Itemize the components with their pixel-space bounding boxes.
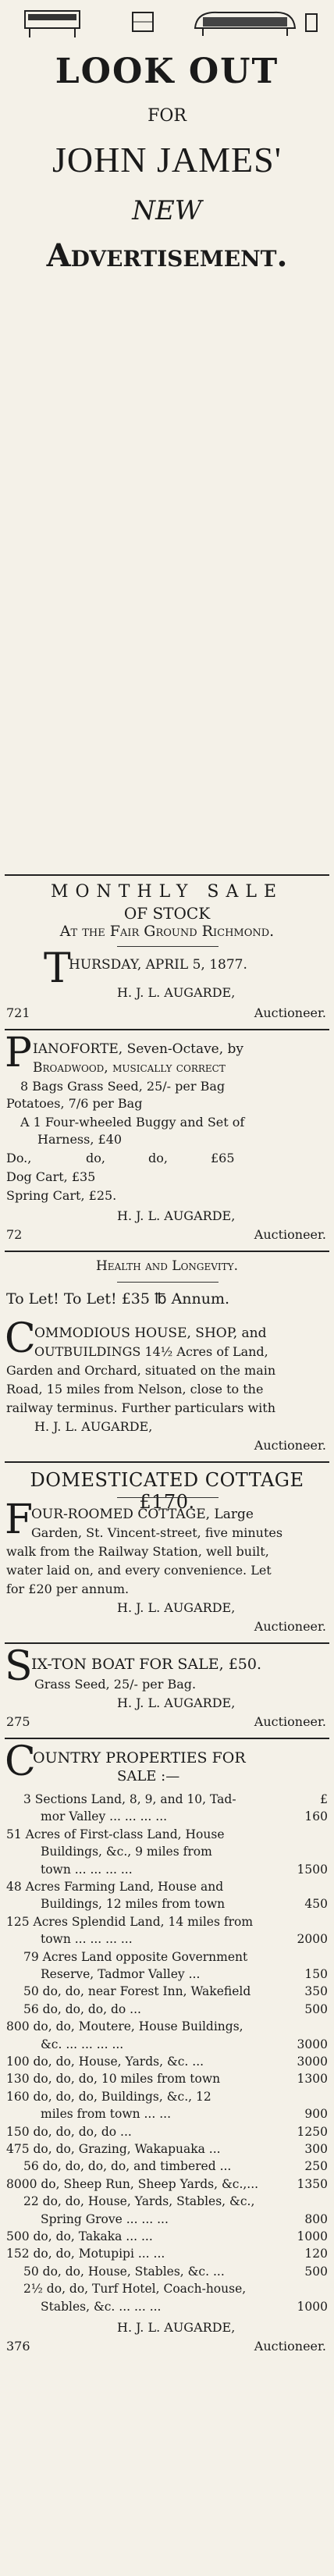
- ad4-line2: OUTBUILDINGS 14½ Acres of Land,: [34, 1344, 268, 1359]
- ad2-sub: OF STOCK: [123, 904, 211, 923]
- ad5-auctioneer: H. J. L. AUGARDE,: [117, 1600, 236, 1615]
- ad3-number: 72: [6, 1227, 23, 1242]
- ad3-line7a: Do.,: [6, 1151, 32, 1165]
- property-row: [6, 1878, 328, 1895]
- property-row: [6, 2193, 328, 2210]
- furniture-engraving-icon: [16, 5, 320, 39]
- property-description: 2½ do, do, Turf Hotel, Coach-house,: [23, 2282, 247, 2297]
- property-row: [6, 1930, 328, 1948]
- property-price: £: [320, 1792, 328, 1806]
- ad6-line1: IX-TON BOAT FOR SALE, £50.: [31, 1656, 262, 1673]
- ad3-line5: A 1 Four-wheeled Buggy and Set of: [20, 1115, 245, 1130]
- property-price: 1350: [297, 2176, 328, 2191]
- dropcap-c2: C: [5, 1738, 36, 1785]
- ad3-line8: Dog Cart, £35: [6, 1169, 96, 1184]
- property-row: [6, 2123, 328, 2140]
- property-description: 150 do, do, do, do ...: [6, 2124, 132, 2139]
- dropcap-t: T: [44, 945, 71, 992]
- property-price: 900: [304, 2107, 328, 2122]
- ad4-line5: railway terminus. Further particulars with: [6, 1400, 275, 1415]
- property-row: [6, 2018, 328, 2035]
- short-divider: [117, 946, 219, 947]
- property-description: 51 Acres of First-class Land, House: [6, 1827, 225, 1841]
- divider: [5, 874, 329, 876]
- ad2-date: HURSDAY, APRIL 5, 1877.: [69, 957, 247, 973]
- property-row: [6, 1913, 328, 1930]
- property-description: 152 do, do, Motupipi ... ...: [6, 2247, 165, 2261]
- dropcap-s: S: [5, 1643, 33, 1690]
- ad7-auctioneer: H. J. L. AUGARDE,: [117, 2320, 236, 2335]
- property-price: 1300: [297, 2072, 328, 2087]
- property-row: [6, 1843, 328, 1860]
- property-description: mor Valley ... ... ... ...: [41, 1809, 168, 1824]
- divider: [5, 1738, 329, 1739]
- ad5-line2: Garden, St. Vincent-street, five minutes: [31, 1525, 283, 1540]
- dropcap-f: F: [5, 1496, 34, 1543]
- property-price: 3000: [297, 2037, 328, 2051]
- property-row: [6, 2158, 328, 2175]
- property-description: &c. ... ... ... ...: [41, 2037, 124, 2051]
- ad6-role: Auctioneer.: [254, 1714, 326, 1729]
- divider: [5, 1642, 329, 1644]
- property-description: 48 Acres Farming Land, House and: [6, 1880, 224, 1894]
- ad3-line9: Spring Cart, £25.: [6, 1188, 117, 1203]
- ad3-line4: Potatoes, 7/6 per Bag: [6, 1096, 143, 1111]
- property-description: 56 do, do, do, do, and timbered ...: [23, 2159, 232, 2174]
- ad4-head: Health and Longevity.: [95, 1258, 238, 1274]
- ad5-line4: water laid on, and every convenience. Let: [6, 1563, 272, 1578]
- property-row: [6, 1895, 328, 1912]
- ad4-role: Auctioneer.: [254, 1438, 326, 1453]
- ad2-auctioneer: H. J. L. AUGARDE,: [117, 985, 236, 1000]
- short-divider: [117, 1282, 219, 1283]
- property-row: [6, 2245, 328, 2262]
- property-row: [6, 2140, 328, 2158]
- property-row: [6, 2298, 328, 2315]
- ad3-line1: IANOFORTE, Seven-Octave, by: [33, 1041, 244, 1057]
- property-row: [6, 1966, 328, 1983]
- ad1-line5: Advertisement.: [46, 237, 288, 274]
- property-description: 160 do, do, do, Buildings, &c., 12: [6, 2089, 211, 2104]
- ad4-line4: Road, 15 miles from Nelson, close to the: [6, 1382, 264, 1397]
- ad2-place: At the Fair Ground Richmond.: [59, 923, 275, 940]
- property-description: 50 do, do, House, Stables, &c. ...: [23, 2264, 225, 2279]
- property-row: [6, 1808, 328, 1825]
- property-row: [6, 2105, 328, 2122]
- property-row: [6, 2036, 328, 2053]
- ad1-line1: LOOK OUT: [55, 52, 279, 91]
- property-description: 125 Acres Splendid Land, 14 miles from: [6, 1914, 254, 1929]
- ad7-line1: OUNTRY PROPERTIES FOR: [33, 1749, 246, 1767]
- property-price: 300: [304, 2142, 328, 2156]
- ad4-line1: OMMODIOUS HOUSE, SHOP, and: [34, 1325, 267, 1341]
- property-description: town ... ... ... ...: [41, 1862, 133, 1877]
- ad2-title: MONTHLY SALE: [50, 882, 284, 902]
- property-description: Stables, &c. ... ... ...: [41, 2299, 162, 2314]
- property-price: 1250: [297, 2124, 328, 2139]
- property-row: [6, 2053, 328, 2070]
- ad7-role: Auctioneer.: [254, 2339, 326, 2354]
- ad5-head: DOMESTICATED COTTAGE £170.: [30, 1469, 304, 1513]
- ad4-let: To Let! To Let! £35 ℔ Annum.: [6, 1290, 230, 1308]
- ad1-line3: JOHN JAMES': [52, 140, 282, 180]
- property-price: 160: [304, 1809, 328, 1824]
- property-price: 1000: [297, 2229, 328, 2243]
- ad1-line4: NEW: [132, 195, 202, 226]
- property-description: 50 do, do, near Forest Inn, Wakefield: [23, 1984, 251, 1999]
- ad7-line2: SALE :—: [117, 1769, 180, 1784]
- property-description: 130 do, do, do, 10 miles from town: [6, 2072, 221, 2087]
- property-row: [6, 1861, 328, 1878]
- divider: [5, 1029, 329, 1030]
- ad3-line7d: £65: [211, 1151, 235, 1165]
- property-row: [6, 1983, 328, 2000]
- short-divider: [117, 1497, 219, 1498]
- property-price: 120: [304, 2247, 328, 2261]
- property-description: 8000 do, Sheep Run, Sheep Yards, &c.,...: [6, 2176, 259, 2191]
- property-description: miles from town ... ...: [41, 2107, 171, 2122]
- property-row: [6, 2280, 328, 2297]
- ad3-line6: Harness, £40: [37, 1132, 123, 1147]
- property-price: 350: [304, 1984, 328, 1999]
- property-price: 1000: [297, 2299, 328, 2314]
- property-description: Reserve, Tadmor Valley ...: [41, 1967, 201, 1981]
- ad7-number: 376: [6, 2339, 30, 2354]
- ad5-line1: OUR-ROOMED COTTAGE, Large: [31, 1507, 254, 1522]
- ad3-line2: Broadwood, musically correct: [33, 1060, 226, 1076]
- property-row: [6, 1791, 328, 1808]
- property-row: [6, 2228, 328, 2245]
- property-price: 500: [304, 2001, 328, 2016]
- property-description: 56 do, do, do, do ...: [23, 2001, 141, 2016]
- property-price: 250: [304, 2159, 328, 2174]
- property-description: 500 do, do, Takaka ... ...: [6, 2229, 153, 2243]
- ad2-role: Auctioneer.: [254, 1005, 326, 1020]
- property-row: [6, 2263, 328, 2280]
- property-description: Buildings, &c., 9 miles from: [41, 1845, 212, 1859]
- property-description: 800 do, do, Moutere, House Buildings,: [6, 2019, 243, 2034]
- property-row: [6, 2088, 328, 2105]
- property-price: 800: [304, 2211, 328, 2226]
- property-row: [6, 2176, 328, 2193]
- ad6-number: 275: [6, 1714, 30, 1729]
- property-price: 1500: [297, 1862, 328, 1877]
- property-price: 450: [304, 1897, 328, 1912]
- ad5-line5: for £20 per annum.: [6, 1582, 130, 1596]
- ad4-line6: H. J. L. AUGARDE,: [34, 1419, 153, 1434]
- ad6-auctioneer: H. J. L. AUGARDE,: [117, 1695, 236, 1710]
- ad3-line7c: do,: [148, 1151, 168, 1165]
- ad4-line3: Garden and Orchard, situated on the main: [6, 1363, 276, 1378]
- property-row: [6, 2070, 328, 2087]
- dropcap-c: C: [5, 1315, 36, 1362]
- ad5-line3: walk from the Railway Station, well built,: [6, 1544, 269, 1559]
- property-price: 150: [304, 1967, 328, 1981]
- property-description: Spring Grove ... ... ...: [41, 2211, 169, 2226]
- property-description: 100 do, do, House, Yards, &c. ...: [6, 2055, 204, 2069]
- dropcap-p: P: [5, 1030, 32, 1076]
- property-description: 79 Acres Land opposite Government: [23, 1949, 248, 1964]
- divider: [5, 1251, 329, 1252]
- property-row: [6, 2211, 328, 2228]
- ad2-number: 721: [6, 1005, 30, 1020]
- property-row: [6, 1826, 328, 1843]
- ad3-auctioneer: H. J. L. AUGARDE,: [117, 1208, 236, 1223]
- divider: [5, 1461, 329, 1463]
- ad3-line3: 8 Bags Grass Seed, 25/- per Bag: [20, 1079, 226, 1094]
- property-price: 500: [304, 2264, 328, 2279]
- ad5-role: Auctioneer.: [254, 1619, 326, 1634]
- ad3-role: Auctioneer.: [254, 1227, 326, 1242]
- property-description: 475 do, do, Grazing, Wakapuaka ...: [6, 2142, 221, 2156]
- property-description: Buildings, 12 miles from town: [41, 1897, 226, 1912]
- property-price: 3000: [297, 2055, 328, 2069]
- property-row: [6, 1948, 328, 1966]
- ad1-line2: FOR: [147, 106, 187, 126]
- property-price: 2000: [297, 1932, 328, 1947]
- property-description: 3 Sections Land, 8, 9, and 10, Tad-: [23, 1792, 236, 1806]
- ad3-line7b: do,: [86, 1151, 105, 1165]
- property-description: town ... ... ... ...: [41, 1932, 133, 1947]
- property-row: [6, 2001, 328, 2018]
- ad6-line2: Grass Seed, 25/- per Bag.: [34, 1677, 197, 1692]
- property-description: 22 do, do, House, Yards, Stables, &c.,: [23, 2194, 255, 2209]
